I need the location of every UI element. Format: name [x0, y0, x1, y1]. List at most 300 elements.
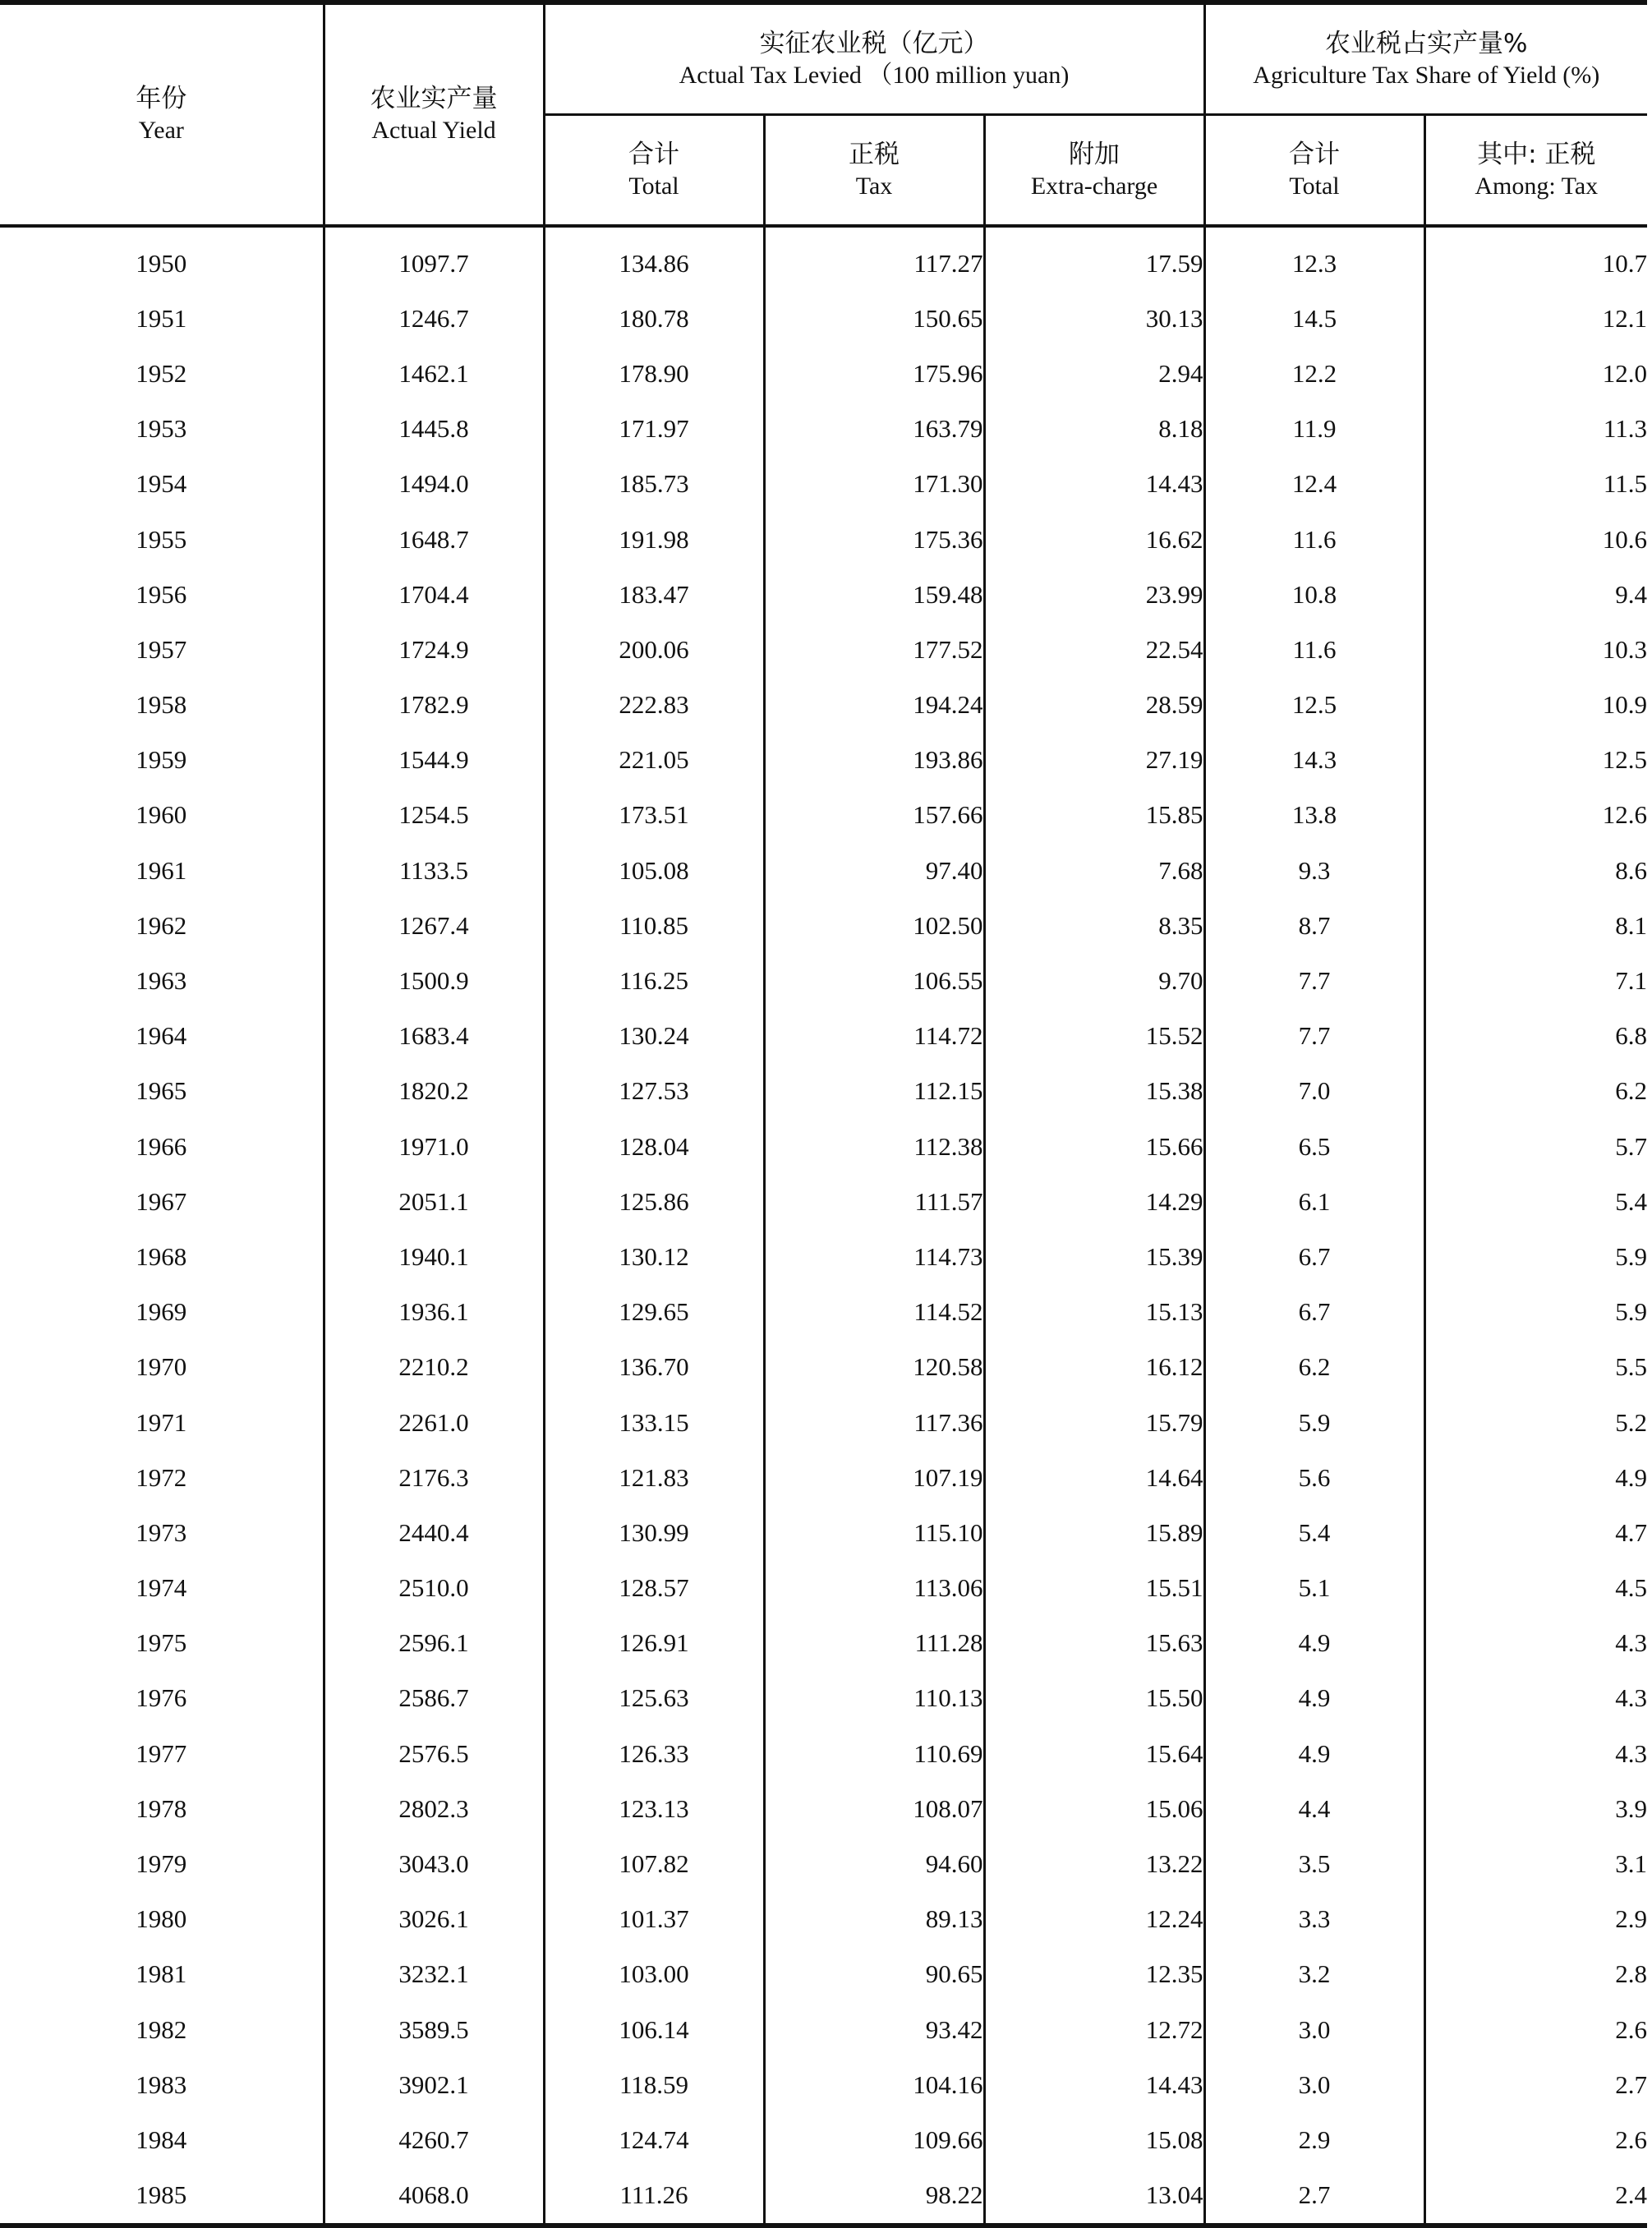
year-cell: 1984	[136, 2124, 187, 2154]
share-total-cell: 6.2	[1204, 1340, 1424, 1395]
tax-main-cell: 89.13	[764, 1892, 984, 1947]
tax-main-cell: 102.50	[764, 898, 984, 953]
share-main-cell: 10.3	[1424, 622, 1647, 677]
tax-total-cell: 128.57	[544, 1561, 764, 1616]
share-main-cell: 8.6	[1424, 843, 1647, 898]
year-cell: 1982	[136, 2014, 187, 2044]
share-total-cell: 5.6	[1204, 1450, 1424, 1505]
table-row	[0, 1726, 1647, 1781]
table-row	[0, 1781, 1647, 1836]
table-row	[0, 1009, 1647, 1064]
share-main-cell: 12.5	[1424, 733, 1647, 788]
tax-extra-cell: 15.89	[984, 1505, 1204, 1560]
share-total-cell: 11.9	[1204, 402, 1424, 457]
share-main-cell: 4.5	[1424, 1561, 1647, 1616]
table-row	[0, 1064, 1647, 1119]
share-main-cell: 3.1	[1424, 1836, 1647, 1891]
actual-yield-cell: 2576.5	[324, 1726, 544, 1781]
header-tax-levied-group	[544, 2, 1204, 115]
table-row	[0, 1229, 1647, 1284]
actual-yield-cell: 4068.0	[324, 2168, 544, 2226]
share-total-cell: 7.0	[1204, 1064, 1424, 1119]
header-share-main-zh: 其中: 正税	[1477, 139, 1596, 169]
year-cell: 1980	[136, 1904, 187, 1934]
tax-total-cell: 126.33	[544, 1726, 764, 1781]
tax-total-cell: 105.08	[544, 843, 764, 898]
tax-total-cell: 106.14	[544, 2002, 764, 2057]
share-total-cell: 3.2	[1204, 1947, 1424, 2002]
table-row	[0, 953, 1647, 1008]
share-main-cell: 10.9	[1424, 678, 1647, 733]
share-main-cell: 5.9	[1424, 1285, 1647, 1340]
tax-total-cell: 222.83	[544, 678, 764, 733]
tax-extra-cell: 16.62	[984, 512, 1204, 567]
tax-extra-cell: 17.59	[984, 226, 1204, 291]
share-total-cell: 9.3	[1204, 843, 1424, 898]
year-cell: 1952	[136, 358, 187, 388]
tax-total-cell: 116.25	[544, 953, 764, 1008]
header-tax-total	[544, 115, 764, 227]
table-row	[0, 622, 1647, 677]
share-main-cell: 11.5	[1424, 457, 1647, 512]
tax-main-cell: 90.65	[764, 1947, 984, 2002]
actual-yield-cell: 2586.7	[324, 1671, 544, 1726]
share-total-cell: 12.5	[1204, 678, 1424, 733]
table-row	[0, 2112, 1647, 2167]
tax-main-cell: 120.58	[764, 1340, 984, 1395]
tax-extra-cell: 15.08	[984, 2112, 1204, 2167]
header-share-group-en: Agriculture Tax Share of Yield (%)	[1253, 61, 1600, 89]
tax-total-cell: 103.00	[544, 1947, 764, 2002]
actual-yield-cell: 1544.9	[324, 733, 544, 788]
tax-extra-cell: 28.59	[984, 678, 1204, 733]
tax-extra-cell: 14.43	[984, 457, 1204, 512]
header-share-total-en: Total	[1289, 172, 1340, 200]
tax-total-cell: 110.85	[544, 898, 764, 953]
share-main-cell: 5.4	[1424, 1174, 1647, 1229]
table-row	[0, 346, 1647, 401]
tax-total-cell: 134.86	[544, 226, 764, 291]
share-main-cell: 12.0	[1424, 346, 1647, 401]
share-main-cell: 8.1	[1424, 898, 1647, 953]
share-main-cell: 5.7	[1424, 1119, 1647, 1174]
table-row	[0, 567, 1647, 622]
tax-main-cell: 114.73	[764, 1229, 984, 1284]
share-main-cell: 2.4	[1424, 2168, 1647, 2226]
actual-yield-cell: 3026.1	[324, 1892, 544, 1947]
tax-main-cell: 159.48	[764, 567, 984, 622]
year-cell: 1957	[136, 634, 187, 664]
year-cell: 1981	[136, 1959, 187, 1989]
header-share-total	[1204, 115, 1424, 227]
share-main-cell: 4.9	[1424, 1450, 1647, 1505]
header-tax-total-zh: 合计	[628, 139, 679, 169]
tax-extra-cell: 15.79	[984, 1395, 1204, 1450]
actual-yield-cell: 2440.4	[324, 1505, 544, 1560]
year-cell: 1955	[136, 524, 187, 554]
tax-main-cell: 112.38	[764, 1119, 984, 1174]
tax-total-cell: 118.59	[544, 2057, 764, 2112]
header-tax-extra	[984, 115, 1204, 227]
year-cell: 1974	[136, 1573, 187, 1603]
actual-yield-cell: 1936.1	[324, 1285, 544, 1340]
share-total-cell: 4.9	[1204, 1726, 1424, 1781]
table-row	[0, 1174, 1647, 1229]
year-cell: 1963	[136, 966, 187, 996]
table-row	[0, 733, 1647, 788]
actual-yield-cell: 1133.5	[324, 843, 544, 898]
year-cell: 1969	[136, 1297, 187, 1327]
table-body	[0, 226, 1647, 2226]
year-cell: 1983	[136, 2069, 187, 2099]
tax-main-cell: 113.06	[764, 1561, 984, 1616]
tax-total-cell: 129.65	[544, 1285, 764, 1340]
share-main-cell: 12.1	[1424, 291, 1647, 346]
share-total-cell: 3.0	[1204, 2002, 1424, 2057]
table-row	[0, 898, 1647, 953]
header-share-main-en: Among: Tax	[1475, 172, 1599, 200]
actual-yield-cell: 2802.3	[324, 1781, 544, 1836]
share-total-cell: 11.6	[1204, 622, 1424, 677]
share-total-cell: 6.7	[1204, 1229, 1424, 1284]
share-total-cell: 5.9	[1204, 1395, 1424, 1450]
tax-total-cell: 178.90	[544, 346, 764, 401]
tax-main-cell: 109.66	[764, 2112, 984, 2167]
tax-total-cell: 123.13	[544, 1781, 764, 1836]
actual-yield-cell: 1254.5	[324, 788, 544, 843]
year-cell: 1951	[136, 303, 187, 333]
tax-main-cell: 94.60	[764, 1836, 984, 1891]
actual-yield-cell: 2176.3	[324, 1450, 544, 1505]
year-cell: 1985	[136, 2180, 187, 2210]
actual-yield-cell: 2051.1	[324, 1174, 544, 1229]
header-tax-share-group	[1204, 2, 1647, 115]
tax-main-cell: 157.66	[764, 788, 984, 843]
share-total-cell: 2.7	[1204, 2168, 1424, 2226]
tax-extra-cell: 14.43	[984, 2057, 1204, 2112]
tax-total-cell: 101.37	[544, 1892, 764, 1947]
share-main-cell: 5.9	[1424, 1229, 1647, 1284]
header-tax-total-en: Total	[628, 172, 679, 200]
share-main-cell: 12.6	[1424, 788, 1647, 843]
table-row	[0, 1505, 1647, 1560]
tax-main-cell: 177.52	[764, 622, 984, 677]
tax-extra-cell: 22.54	[984, 622, 1204, 677]
year-cell: 1970	[136, 1352, 187, 1382]
share-main-cell: 4.3	[1424, 1616, 1647, 1671]
share-total-cell: 10.8	[1204, 567, 1424, 622]
year-cell: 1962	[136, 910, 187, 940]
actual-yield-cell: 3589.5	[324, 2002, 544, 2057]
year-cell: 1979	[136, 1849, 187, 1879]
year-cell: 1968	[136, 1241, 187, 1271]
actual-yield-cell: 3043.0	[324, 1836, 544, 1891]
share-total-cell: 7.7	[1204, 953, 1424, 1008]
tax-main-cell: 110.69	[764, 1726, 984, 1781]
tax-extra-cell: 2.94	[984, 346, 1204, 401]
header-year	[0, 2, 324, 226]
tax-main-cell: 175.36	[764, 512, 984, 567]
tax-total-cell: 127.53	[544, 1064, 764, 1119]
share-total-cell: 3.3	[1204, 1892, 1424, 1947]
tax-total-cell: 133.15	[544, 1395, 764, 1450]
year-cell: 1961	[136, 855, 187, 885]
tax-main-cell: 108.07	[764, 1781, 984, 1836]
share-main-cell: 10.6	[1424, 512, 1647, 567]
share-total-cell: 12.2	[1204, 346, 1424, 401]
tax-extra-cell: 15.66	[984, 1119, 1204, 1174]
tax-main-cell: 106.55	[764, 953, 984, 1008]
table-row	[0, 788, 1647, 843]
table-row	[0, 402, 1647, 457]
share-main-cell: 3.9	[1424, 1781, 1647, 1836]
tax-main-cell: 111.57	[764, 1174, 984, 1229]
year-cell: 1959	[136, 745, 187, 775]
share-total-cell: 8.7	[1204, 898, 1424, 953]
header-tax-group-en: Actual Tax Levied （100 million yuan)	[679, 61, 1070, 89]
tax-total-cell: 183.47	[544, 567, 764, 622]
year-cell: 1973	[136, 1517, 187, 1547]
tax-main-cell: 117.27	[764, 226, 984, 291]
year-cell: 1964	[136, 1021, 187, 1051]
tax-main-cell: 93.42	[764, 2002, 984, 2057]
tax-total-cell: 130.24	[544, 1009, 764, 1064]
header-tax-main	[764, 115, 984, 227]
share-main-cell: 11.3	[1424, 402, 1647, 457]
tax-main-cell: 111.28	[764, 1616, 984, 1671]
tax-main-cell: 98.22	[764, 2168, 984, 2226]
tax-extra-cell: 15.51	[984, 1561, 1204, 1616]
tax-extra-cell: 15.85	[984, 788, 1204, 843]
actual-yield-cell: 1500.9	[324, 953, 544, 1008]
share-total-cell: 3.0	[1204, 2057, 1424, 2112]
share-main-cell: 4.3	[1424, 1726, 1647, 1781]
header-share-main	[1424, 115, 1647, 227]
share-main-cell: 7.1	[1424, 953, 1647, 1008]
tax-total-cell: 107.82	[544, 1836, 764, 1891]
header-tax-group-zh: 实征农业税（亿元）	[759, 28, 989, 58]
table-row	[0, 1119, 1647, 1174]
tax-total-cell: 171.97	[544, 402, 764, 457]
tax-extra-cell: 16.12	[984, 1340, 1204, 1395]
tax-main-cell: 115.10	[764, 1505, 984, 1560]
tax-extra-cell: 15.63	[984, 1616, 1204, 1671]
tax-extra-cell: 15.13	[984, 1285, 1204, 1340]
actual-yield-cell: 1820.2	[324, 1064, 544, 1119]
header-actual-yield	[324, 2, 544, 226]
actual-yield-cell: 1724.9	[324, 622, 544, 677]
tax-main-cell: 175.96	[764, 346, 984, 401]
tax-total-cell: 191.98	[544, 512, 764, 567]
actual-yield-cell: 2510.0	[324, 1561, 544, 1616]
tax-total-cell: 221.05	[544, 733, 764, 788]
share-total-cell: 7.7	[1204, 1009, 1424, 1064]
year-cell: 1958	[136, 690, 187, 720]
tax-main-cell: 97.40	[764, 843, 984, 898]
tax-extra-cell: 27.19	[984, 733, 1204, 788]
share-total-cell: 4.9	[1204, 1671, 1424, 1726]
year-cell: 1976	[136, 1683, 187, 1713]
share-total-cell: 6.7	[1204, 1285, 1424, 1340]
tax-extra-cell: 15.06	[984, 1781, 1204, 1836]
tax-extra-cell: 15.64	[984, 1726, 1204, 1781]
tax-total-cell: 200.06	[544, 622, 764, 677]
year-cell: 1966	[136, 1131, 187, 1161]
tax-total-cell: 125.63	[544, 1671, 764, 1726]
tax-main-cell: 194.24	[764, 678, 984, 733]
share-main-cell: 6.8	[1424, 1009, 1647, 1064]
header-tax-extra-en: Extra-charge	[1030, 172, 1158, 200]
share-main-cell: 6.2	[1424, 1064, 1647, 1119]
year-cell: 1960	[136, 800, 187, 830]
header-tax-extra-zh: 附加	[1069, 139, 1120, 169]
table-row	[0, 2057, 1647, 2112]
actual-yield-cell: 1940.1	[324, 1229, 544, 1284]
year-cell: 1954	[136, 469, 187, 499]
share-main-cell: 9.4	[1424, 567, 1647, 622]
share-main-cell: 2.6	[1424, 2002, 1647, 2057]
share-total-cell: 5.4	[1204, 1505, 1424, 1560]
actual-yield-cell: 2210.2	[324, 1340, 544, 1395]
year-cell: 1977	[136, 1738, 187, 1768]
tax-total-cell: 121.83	[544, 1450, 764, 1505]
tax-extra-cell: 15.50	[984, 1671, 1204, 1726]
header-yield-en: Actual Yield	[371, 117, 496, 145]
tax-total-cell: 128.04	[544, 1119, 764, 1174]
header-share-group-zh: 农业税占实产量%	[1325, 28, 1528, 58]
tax-extra-cell: 14.64	[984, 1450, 1204, 1505]
share-total-cell: 12.4	[1204, 457, 1424, 512]
actual-yield-cell: 1494.0	[324, 457, 544, 512]
share-total-cell: 12.3	[1204, 226, 1424, 291]
header-year-en: Year	[138, 117, 184, 145]
actual-yield-cell: 1462.1	[324, 346, 544, 401]
table-row	[0, 226, 1647, 291]
header-year-zh: 年份	[136, 84, 187, 114]
actual-yield-cell: 1246.7	[324, 291, 544, 346]
actual-yield-cell: 1445.8	[324, 402, 544, 457]
year-cell: 1972	[136, 1462, 187, 1492]
share-total-cell: 14.3	[1204, 733, 1424, 788]
tax-total-cell: 126.91	[544, 1616, 764, 1671]
tax-total-cell: 125.86	[544, 1174, 764, 1229]
table-row	[0, 1450, 1647, 1505]
table-row	[0, 2168, 1647, 2226]
tax-main-cell: 107.19	[764, 1450, 984, 1505]
share-total-cell: 6.1	[1204, 1174, 1424, 1229]
tax-main-cell: 150.65	[764, 291, 984, 346]
actual-yield-cell: 1683.4	[324, 1009, 544, 1064]
table-row	[0, 291, 1647, 346]
year-cell: 1975	[136, 1628, 187, 1658]
share-total-cell: 5.1	[1204, 1561, 1424, 1616]
share-total-cell: 3.5	[1204, 1836, 1424, 1891]
table-row	[0, 512, 1647, 567]
table-row	[0, 843, 1647, 898]
tax-total-cell: 173.51	[544, 788, 764, 843]
tax-total-cell: 111.26	[544, 2168, 764, 2226]
share-main-cell: 2.7	[1424, 2057, 1647, 2112]
actual-yield-cell: 1097.7	[324, 226, 544, 291]
share-main-cell: 4.7	[1424, 1505, 1647, 1560]
tax-extra-cell: 13.04	[984, 2168, 1204, 2226]
tax-extra-cell: 15.38	[984, 1064, 1204, 1119]
table-row	[0, 1892, 1647, 1947]
table-row	[0, 457, 1647, 512]
tax-total-cell: 136.70	[544, 1340, 764, 1395]
actual-yield-cell: 1267.4	[324, 898, 544, 953]
header-tax-main-zh: 正税	[849, 139, 900, 169]
tax-main-cell: 114.52	[764, 1285, 984, 1340]
share-total-cell: 4.9	[1204, 1616, 1424, 1671]
share-main-cell: 2.6	[1424, 2112, 1647, 2167]
share-total-cell: 14.5	[1204, 291, 1424, 346]
table-row	[0, 1836, 1647, 1891]
actual-yield-cell: 1971.0	[324, 1119, 544, 1174]
tax-extra-cell: 14.29	[984, 1174, 1204, 1229]
tax-extra-cell: 8.35	[984, 898, 1204, 953]
tax-main-cell: 163.79	[764, 402, 984, 457]
tax-extra-cell: 30.13	[984, 291, 1204, 346]
table-row	[0, 2002, 1647, 2057]
actual-yield-cell: 4260.7	[324, 2112, 544, 2167]
tax-main-cell: 193.86	[764, 733, 984, 788]
actual-yield-cell: 1704.4	[324, 567, 544, 622]
tax-total-cell: 130.12	[544, 1229, 764, 1284]
tax-main-cell: 171.30	[764, 457, 984, 512]
table-row	[0, 678, 1647, 733]
share-main-cell: 2.8	[1424, 1947, 1647, 2002]
table-row	[0, 1947, 1647, 2002]
year-cell: 1953	[136, 414, 187, 444]
tax-total-cell: 124.74	[544, 2112, 764, 2167]
tax-extra-cell: 12.35	[984, 1947, 1204, 2002]
year-cell: 1950	[136, 248, 187, 278]
table-row	[0, 1561, 1647, 1616]
year-cell: 1967	[136, 1186, 187, 1216]
year-cell: 1965	[136, 1076, 187, 1106]
share-main-cell: 2.9	[1424, 1892, 1647, 1947]
header-yield-zh: 农业实产量	[370, 84, 498, 114]
share-total-cell: 4.4	[1204, 1781, 1424, 1836]
tax-main-cell: 110.13	[764, 1671, 984, 1726]
tax-extra-cell: 23.99	[984, 567, 1204, 622]
tax-extra-cell: 12.24	[984, 1892, 1204, 1947]
tax-extra-cell: 7.68	[984, 843, 1204, 898]
tax-main-cell: 112.15	[764, 1064, 984, 1119]
tax-extra-cell: 15.39	[984, 1229, 1204, 1284]
actual-yield-cell: 1782.9	[324, 678, 544, 733]
tax-total-cell: 180.78	[544, 291, 764, 346]
share-main-cell: 10.7	[1424, 226, 1647, 291]
tax-extra-cell: 12.72	[984, 2002, 1204, 2057]
share-total-cell: 11.6	[1204, 512, 1424, 567]
tax-main-cell: 117.36	[764, 1395, 984, 1450]
actual-yield-cell: 2261.0	[324, 1395, 544, 1450]
share-main-cell: 5.5	[1424, 1340, 1647, 1395]
year-cell: 1971	[136, 1407, 187, 1437]
tax-extra-cell: 8.18	[984, 402, 1204, 457]
table-row	[0, 1340, 1647, 1395]
share-main-cell: 5.2	[1424, 1395, 1647, 1450]
actual-yield-cell: 2596.1	[324, 1616, 544, 1671]
tax-extra-cell: 15.52	[984, 1009, 1204, 1064]
header-share-total-zh: 合计	[1289, 139, 1340, 169]
tax-extra-cell: 9.70	[984, 953, 1204, 1008]
table-row	[0, 1285, 1647, 1340]
share-total-cell: 2.9	[1204, 2112, 1424, 2167]
table-row	[0, 1671, 1647, 1726]
